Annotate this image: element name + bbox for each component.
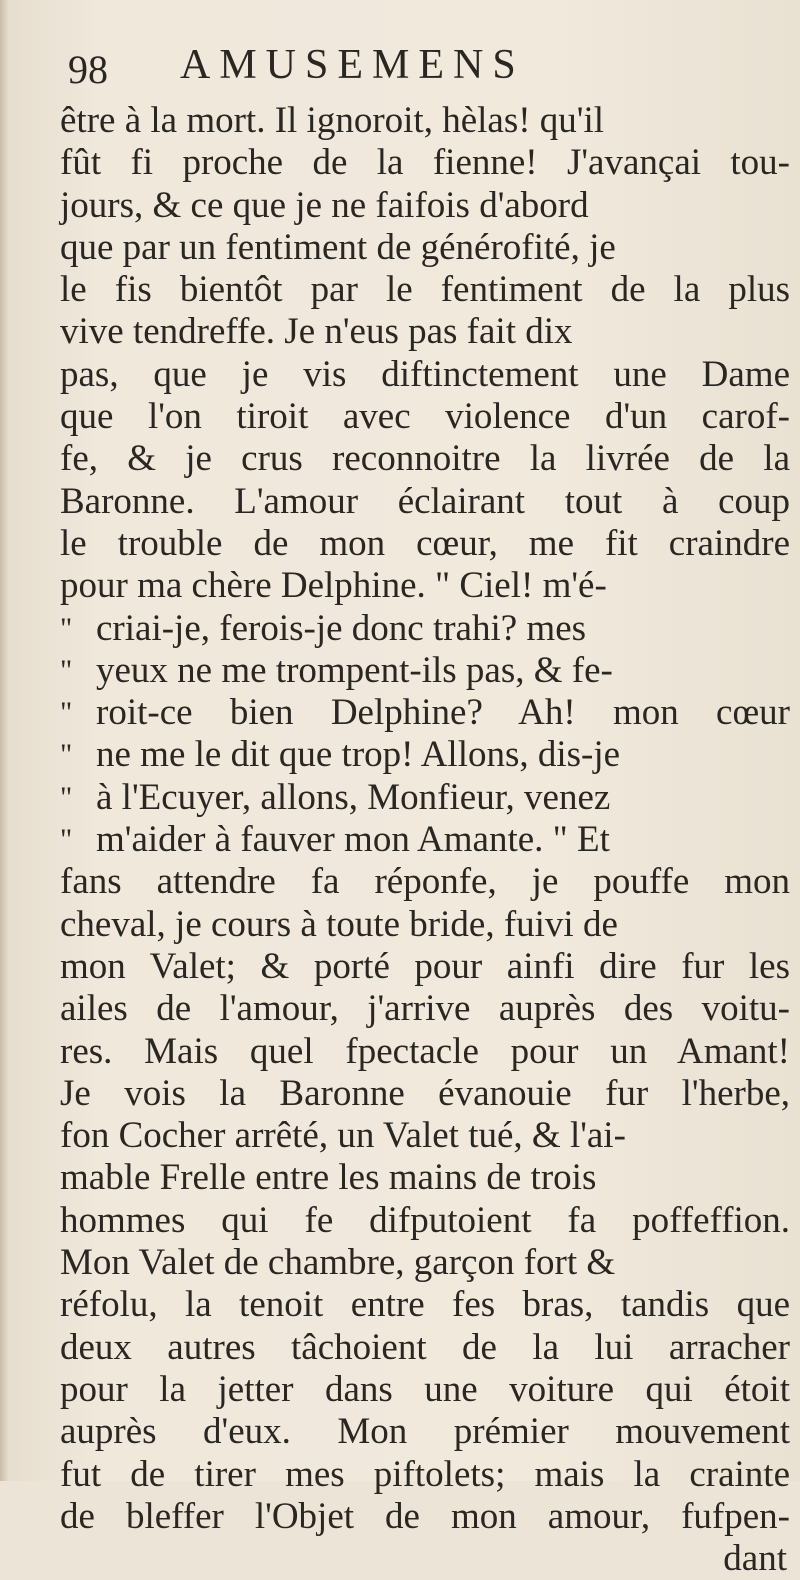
dialogue-quote-mark: ": [60, 653, 73, 687]
text-line-content: auprès d'eux. Mon prémier mouvement: [60, 1411, 790, 1453]
text-line: [60, 227, 795, 269]
text-line: [60, 608, 795, 650]
text-line-content: Je vois la Baronne évanouie fur l'herbe,: [60, 1072, 790, 1114]
text-line-content: criai-je, ferois-je donc trahi? mes: [96, 607, 587, 649]
text-line: [60, 1242, 795, 1284]
text-line-content: pour ma chère Delphine. " Ciel! m'é-: [60, 565, 607, 607]
text-line: [60, 1284, 795, 1326]
text-line: [60, 1157, 795, 1199]
page-gutter-edge: [0, 0, 8, 1481]
text-line-content: ailes de l'amour, j'arrive auprès des voitu-: [60, 988, 790, 1030]
text-line: [60, 185, 795, 227]
text-line: [60, 269, 795, 311]
text-line: [60, 1073, 795, 1115]
text-line-content: mon Valet; & porté pour ainfi dire fur les: [60, 945, 790, 987]
text-line-content: vive tendreffe. Je n'eus pas fait dix: [60, 311, 573, 353]
text-line-content: être à la mort. Il ignoroit, hèlas! qu'il: [60, 100, 605, 141]
text-line-content: jours, & ce que je ne faifois d'abord: [60, 184, 589, 226]
text-line-content: Baronne. L'amour éclairant tout à coup: [60, 480, 790, 522]
text-line: [60, 1454, 795, 1496]
text-line: [60, 988, 795, 1030]
text-line-content: ne me le dit que trop! Allons, dis-je: [96, 734, 621, 776]
text-line-content: que par un fentiment de générofité, je: [60, 226, 616, 268]
text-line-content: deux autres tâchoient de la lui arracher: [60, 1326, 790, 1368]
text-line-content: pour la jetter dans une voiture qui étoit: [60, 1368, 790, 1410]
text-line: [60, 1031, 795, 1073]
text-line: [60, 1496, 795, 1538]
text-line-content: réfolu, la tenoit entre fes bras, tandis que: [60, 1284, 790, 1326]
page-header: [68, 38, 708, 98]
text-line-content: le trouble de mon cœur, me fit craindre: [60, 522, 790, 564]
text-line-content: pas, que je vis diftinctement une Dame: [60, 353, 790, 395]
text-line: [60, 311, 795, 353]
text-line: [60, 100, 795, 142]
text-line: [60, 438, 795, 480]
dialogue-quote-mark: ": [60, 696, 73, 730]
text-line: [60, 777, 795, 819]
text-line: [60, 861, 795, 903]
text-line: [60, 523, 795, 565]
text-line: [60, 142, 795, 184]
text-line-content: fon Cocher arrêté, un Valet tué, & l'ai-: [60, 1115, 626, 1157]
running-head: AMUSEMENS: [180, 42, 525, 88]
text-line: [60, 904, 795, 946]
text-line-content: fût fi proche de la fienne! J'avançai tou-: [60, 142, 790, 184]
text-line-content: que l'on tiroit avec violence d'un carof-: [60, 396, 790, 438]
text-line: [60, 1327, 795, 1369]
text-line-content: Mon Valet de chambre, garçon fort &: [60, 1242, 616, 1284]
text-line-content: hommes qui fe difputoient fa poffeffion.: [60, 1199, 790, 1241]
text-line-content: mable Frelle entre les mains de trois: [60, 1157, 597, 1199]
dialogue-quote-mark: ": [60, 738, 73, 772]
text-line: [60, 692, 795, 734]
text-line: [60, 819, 795, 861]
text-line-content: m'aider à fauver mon Amante. " Et: [96, 819, 610, 861]
dialogue-quote-mark: ": [60, 780, 73, 814]
catchword: dant: [723, 1538, 787, 1580]
text-line-content: le fis bientôt par le fentiment de la plus: [60, 269, 790, 311]
text-line: [60, 1369, 795, 1411]
text-line-content: yeux ne me trompent-ils pas, & fe-: [96, 649, 613, 691]
text-line: [60, 481, 795, 523]
page-number: 98: [68, 47, 108, 92]
dialogue-quote-mark: ": [60, 611, 73, 645]
text-line-content: roit-ce bien Delphine? Ah! mon cœur: [96, 692, 790, 734]
text-line-content: fut de tirer mes piftolets; mais la crainte: [60, 1453, 790, 1495]
text-line: [60, 650, 795, 692]
text-line: [60, 1200, 795, 1242]
body-text: [60, 100, 795, 1580]
text-line: [60, 734, 795, 776]
dialogue-quote-mark: ": [60, 823, 73, 857]
text-line: [60, 1115, 795, 1157]
text-line-content: fe, & je crus reconnoitre la livrée de la: [60, 438, 790, 480]
text-line: [60, 946, 795, 988]
text-line: [60, 1411, 795, 1453]
text-line-content: fans attendre fa réponfe, je pouffe mon: [60, 861, 790, 903]
text-line-content: de bleffer l'Objet de mon amour, fufpen-: [60, 1495, 790, 1537]
text-line-content: à l'Ecuyer, allons, Monfieur, venez: [96, 776, 611, 818]
text-line-content: cheval, je cours à toute bride, fuivi de: [60, 903, 618, 945]
text-line: [60, 565, 795, 607]
text-line: [60, 354, 795, 396]
text-line-content: res. Mais quel fpectacle pour un Amant!: [60, 1030, 790, 1072]
text-line: [60, 396, 795, 438]
